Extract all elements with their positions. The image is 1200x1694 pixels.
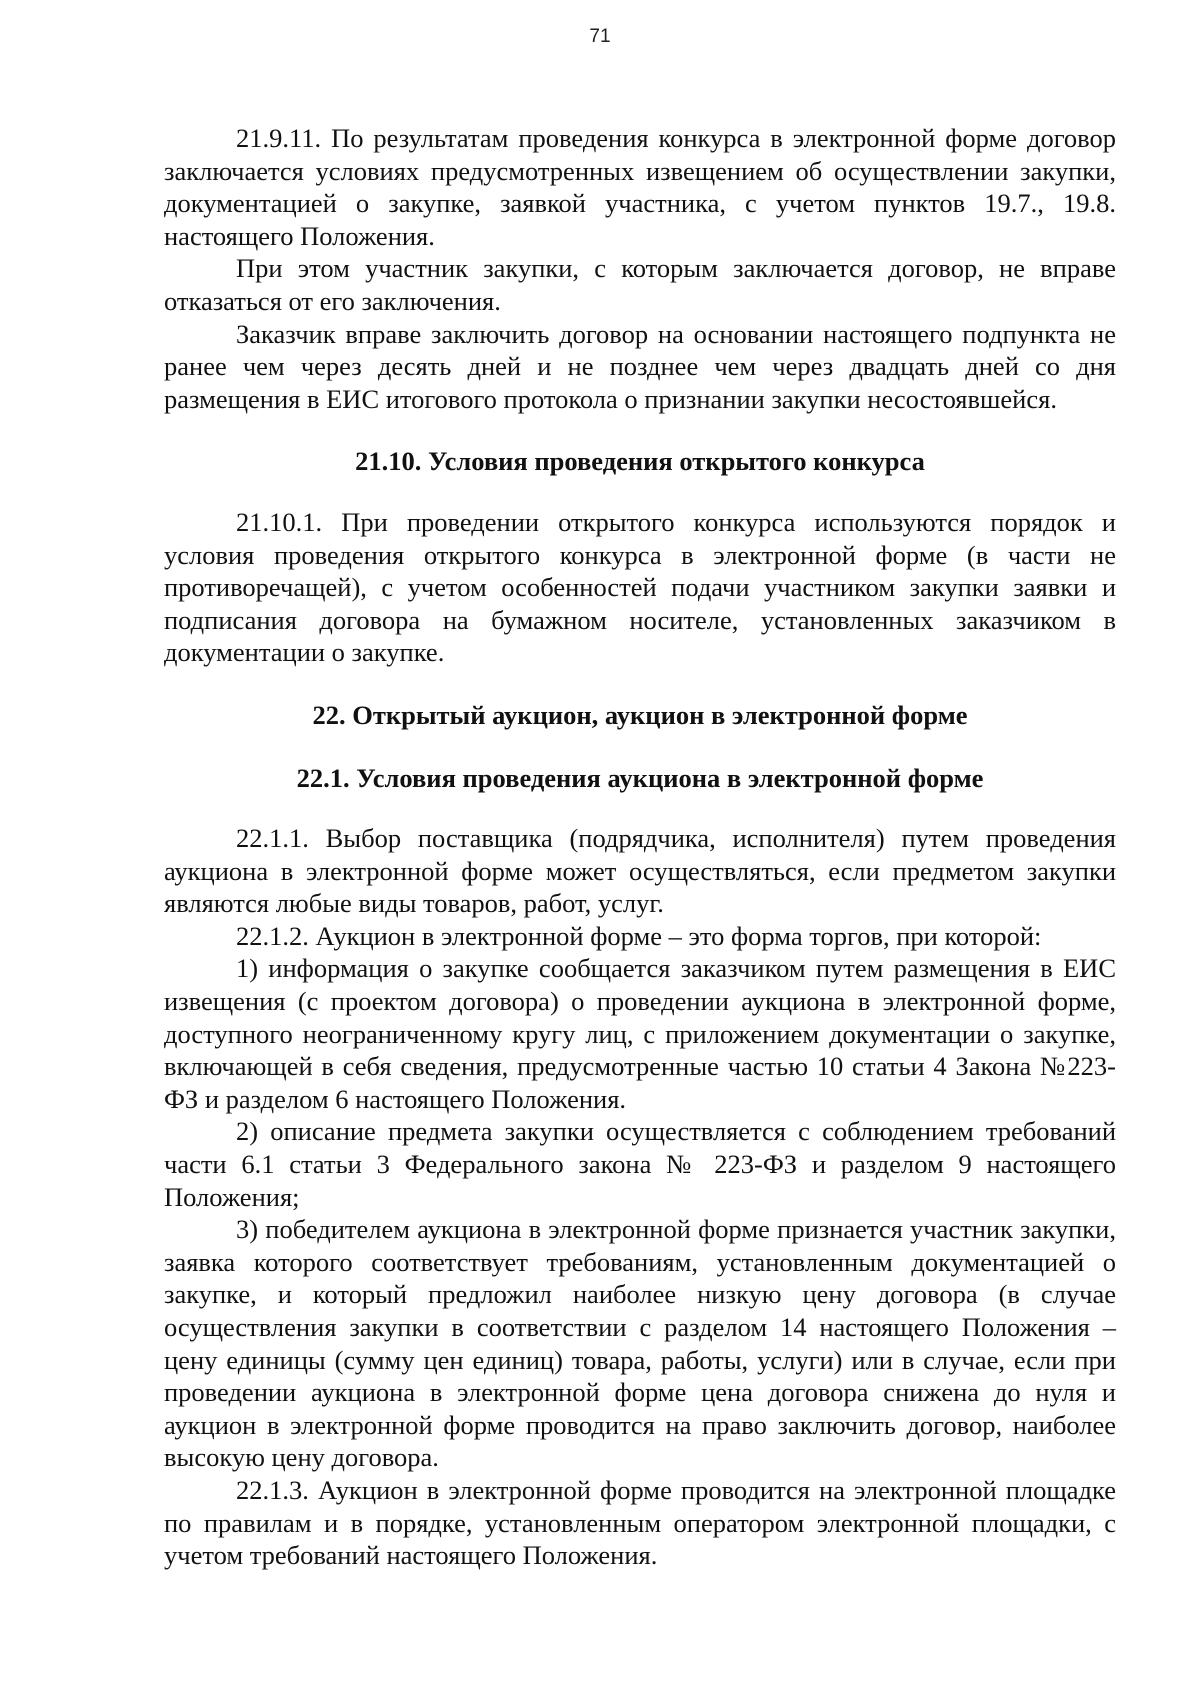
heading-22: 22. Открытый аукцион, аукцион в электронной форме: [312, 699, 968, 730]
heading-21-10: 21.10. Условия проведения открытого конкурса: [355, 446, 925, 477]
paragraph-21-9-11: 21.9.11. По результатам проведения конкурса в электронной форме договор заключается условиях предусмотренных извещением об осуществлении закупки, документацией о закупке, заявкой участника, с учетом пунктов 19.7., 19.8. настоящего Положения.: [164, 123, 1116, 251]
paragraph-item-3: 3) победителем аукциона в электронной форме признается участник закупки, заявка которого соответствует требованиям, установленным документацией о закупке, и который предложил наиболее низкую цену договора (в случае осуществления закупки в соответствии с разделом 14 настоящего Положения – цену единицы (сумму цен единиц) товара, работы, услуги) или в случае, если при проведении аукциона в электронной форме цена договора снижена до нуля и аукцион в электронной форме проводится на право заключить договор, наиболее высокую цену договора.: [164, 1214, 1116, 1473]
paragraph-22-1-2: 22.1.2. Аукцион в электронной форме – это форма торгов, при которой:: [236, 920, 1042, 951]
heading-22-1: 22.1. Условия проведения аукциона в электронной форме: [296, 762, 984, 793]
paragraph-customer-conclude: Заказчик вправе заключить договор на основании настоящего подпункта не ранее чем через десять дней и не позднее чем через двадцать дней со дня размещения в ЕИС итогового протокола о признании закупки несостоявшейся.: [164, 318, 1116, 414]
document-body: [164, 122, 1116, 1572]
paragraph-21-10-1: 21.10.1. При проведении открытого конкурса используются порядок и условия проведения открытого конкурса в электронной форме (в части не противоречащей), с учетом особенностей подачи участником закупки заявки и подписания договора на бумажном носителе, установленных заказчиком в документации о закупке.: [164, 506, 1116, 668]
page-number: 71: [589, 26, 611, 47]
paragraph-22-1-1: 22.1.1. Выбор поставщика (подрядчика, исполнителя) путем проведения аукциона в электронной форме может осуществляться, если предметом закупки являются любые виды товаров, работ, услуг.: [164, 823, 1116, 919]
paragraph-item-2: 2) описание предмета закупки осуществляется с соблюдением требований части 6.1 статьи 3 Федерального закона № 223-ФЗ и разделом 9 настоящего Положения;: [164, 1116, 1116, 1212]
paragraph-item-1: 1) информация о закупке сообщается заказчиком путем размещения в ЕИС извещения (с проектом договора) о проведении аукциона в электронной форме, доступного неограниченному кругу лиц, с приложением документации о закупке, включающей в себя сведения, предусмотренные частью 10 статьи 4 Закона №223-ФЗ и разделом 6 настоящего Положения.: [164, 953, 1116, 1114]
paragraph-22-1-3: 22.1.3. Аукцион в электронной форме проводится на электронной площадке по правилам и в порядке, установленным оператором электронной площадки, с учетом требований настоящего Положения.: [164, 1474, 1116, 1571]
paragraph-participant-refusal: При этом участник закупки, с которым заключается договор, не вправе отказаться от его заключения.: [164, 253, 1116, 316]
